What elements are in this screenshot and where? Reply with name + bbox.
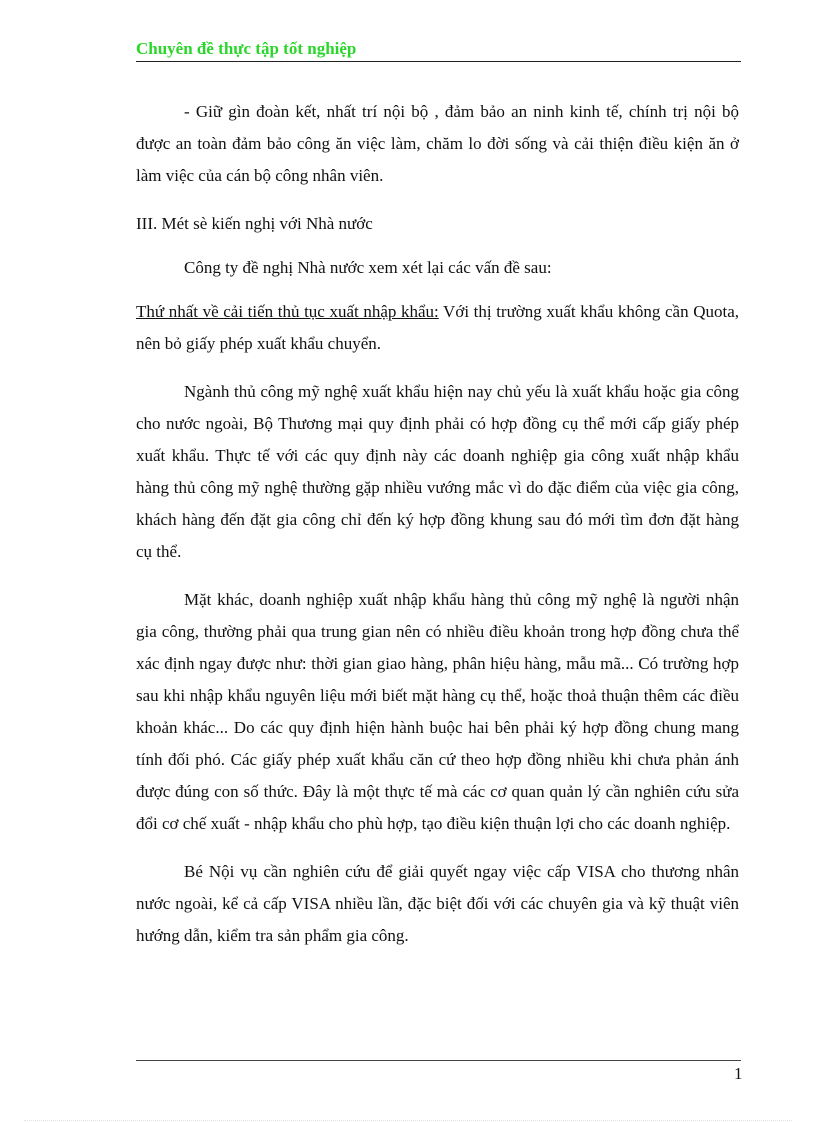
section-heading: III. Mét sè kiến nghị với Nhà nước (136, 214, 373, 233)
paragraph-handicraft: Ngành thủ công mỹ nghệ xuất khẩu hiện nay chủ yếu là xuất khẩu hoặc gia công cho nước ngoài, Bộ Thương mại quy định phải có hợp đồng cụ thể mới cấp giấy phép xuất khẩu. Thực tế với các quy định này các doanh nghiệp gia công xuất nhập khẩu hàng thủ công mỹ nghệ thường gặp nhiều vướng mắc vì do đặc điểm của việc gia công, khách hàng đến đặt gia công chỉ đến ký hợp đồng khung sau đó mới tìm đơn đặt hàng cụ thể. (136, 382, 739, 561)
page-bottom-dotted-line (24, 1120, 792, 1121)
paragraph-proposal-intro: Công ty đề nghị Nhà nước xem xét lại các vấn đề sau: (184, 258, 552, 277)
page-number: 1 (734, 1064, 743, 1083)
paragraph-unity: - Giữ gìn đoàn kết, nhất trí nội bộ , đảm bảo an ninh kinh tế, chính trị nội bộ được an toàn đảm bảo công ăn việc làm, chăm lo đời sống và cải thiện điều kiện ăn ở làm việc của cán bộ công nhân viên. (136, 102, 739, 185)
document-body (136, 96, 739, 968)
page-header-title: Chuyên đề thực tập tốt nghiệp (136, 39, 357, 58)
paragraph-procedures (136, 296, 739, 360)
footer-divider (136, 1060, 741, 1061)
paragraph-procedures-text: Với thị trường xuất khẩu không cần Quota, nên bỏ giấy phép xuất khẩu chuyển. (136, 302, 740, 353)
paragraph-visa: Bé Nội vụ cần nghiên cứu để giải quyết ngay việc cấp VISA cho thương nhân nước ngoài, kể cả cấp VISA nhiều lần, đặc biệt đối với các chuyên gia và kỹ thuật viên hướng dẫn, kiểm tra sản phẩm gia công. (136, 862, 739, 945)
paragraph-contracts: Mặt khác, doanh nghiệp xuất nhập khẩu hàng thủ công mỹ nghệ là người nhận gia công, thường phải qua trung gian nên có nhiều điều khoản trong hợp đồng chưa thể xác định ngay được như: thời gian giao hàng, phân hiệu hàng, mẫu mã... Có trường hợp sau khi nhập khẩu nguyên liệu mới biết mặt hàng cụ thể, hoặc thoả thuận thêm các điều khoản khác... Do các quy định hiện hành buộc hai bên phải ký hợp đồng chung mang tính đối phó. Các giấy phép xuất khẩu căn cứ theo hợp đồng nhiều khi chưa phản ánh được đúng con số thức. Đây là một thực tế mà các cơ quan quản lý cần nghiên cứu sửa đổi cơ chế xuất - nhập khẩu cho phù hợp, tạo điều kiện thuận lợi cho các doanh nghiệp. (136, 590, 739, 833)
header-divider (136, 61, 741, 62)
underlined-lead: Thứ nhất về cải tiến thủ tục xuất nhập khẩu: (136, 302, 439, 321)
